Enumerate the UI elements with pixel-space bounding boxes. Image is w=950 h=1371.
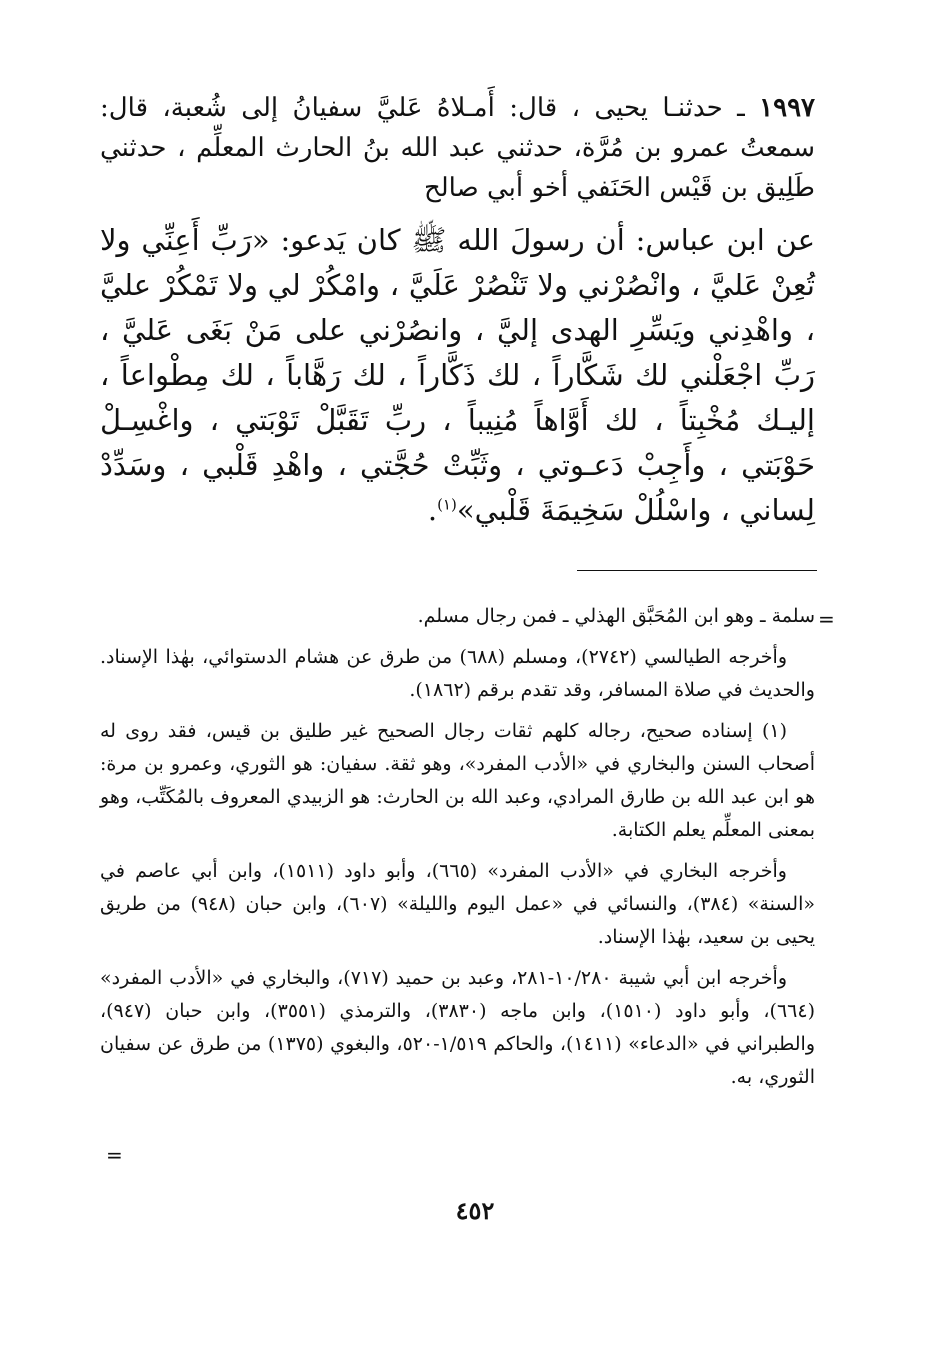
hadith-isnad xyxy=(100,88,815,208)
isnad-text: ـ حدثنـا يحيى ، قال: أَمـلاهُ عَليَّ سفيانُ إلى شُعبة، قال: سمعتُ عمرو بن مُرَّة، حدثني عبد الله بنُ الحارث المعلِّم ، حدثني طَلِيق بن قَيْس الحَنَفي أخو أبي صالح xyxy=(100,93,815,203)
matn-end-mark: . xyxy=(427,493,438,527)
footnote-takhrij-prev: وأخرجه الطيالسي (٢٧٤٢)، ومسلم (٦٨٨) من طرق عن هشام الدستوائي، بهٰذا الإسناد. والحديث في صلاة المسافر، وقد تقدم برقم (١٨٦٢). xyxy=(100,646,815,701)
hadith-number: ١٩٩٧ xyxy=(759,93,815,123)
footnote-1-takhrij-a: وأخرجه البخاري في «الأدب المفرد» (٦٦٥)، وأبو داود (١٥١١)، وابن أبي عاصم في «السنة» (٣٨٤)، والنسائي في «عمل اليوم والليلة» (٦٠٧)، وابن حبان (٩٤٨) من طريق يحيى بن سعيد، بهٰذا الإسناد. xyxy=(100,860,815,948)
footnote-reference: (١) xyxy=(437,495,457,514)
footnotes-block xyxy=(100,600,815,1102)
page-number: ٤٥٢ xyxy=(455,1196,495,1225)
footnote-separator xyxy=(577,570,817,571)
footnote-continuation-marker: = xyxy=(818,607,835,631)
hadith-matn xyxy=(100,218,815,533)
footnote-end-marker: = xyxy=(106,1143,123,1167)
matn-text: عن ابن عباس: أن رسولَ الله ﷺ كان يَدعو: «رَبِّ أَعِنِّي ولا تُعِنْ عَليَّ ، وانْصُرْني ولا تَنْصُرْ عَلَيَّ ، وامْكُرْ لي ولا تَمْكُرْ عليَّ ، واهْدِني ويَسِّرِ الهدى إليَّ ، وانصُرْني على مَنْ بَغَى عَليَّ ، رَبِّ اجْعَلْني لك شَكَّاراً ، لك ذَكَّاراً ، لك رَهَّاباً ، لك مِطْواعاً ، إليـك مُخْبِتاً ، لك أَوَّاهاً مُنِيباً ، ربِّ تَقَبَّلْ تَوْبَتي ، واغْسِـلْ حَوْبَتي ، وأَجِبْ دَعـوتي ، وثَبِّتْ حُجَّتي ، واهْدِ قَلْبي ، وسَدِّدْ لِساني ، واسْلُلْ سَخِيمَةَ قَلْبي» xyxy=(100,223,815,527)
footnote-1-takhrij-b: وأخرجه ابن أبي شيبة ١٠/٢٨٠-٢٨١، وعبد بن حميد (٧١٧)، والبخاري في «الأدب المفرد» (٦٦٤)، وأبو داود (١٥١٠)، وابن ماجه (٣٨٣٠)، والترمذي (٣٥٥١)، وابن حبان (٩٤٧)، والطبراني في «الدعاء» (١٤١١)، والحاكم ١/٥١٩-٥٢٠، والبغوي (١٣٧٥) من طرق عن سفيان الثوري، به. xyxy=(100,967,815,1088)
footnote-continuation: سلمة ـ وهو ابن المُحَبَّق الهذلي ـ فمن رجال مسلم. xyxy=(417,605,815,627)
footnote-1-isnad-grading: (١) إسناده صحيح، رجاله كلهم ثقات رجال الصحيح غير طليق بن قيس، فقد روى له أصحاب السنن والبخاري في «الأدب المفرد»، وهو ثقة. سفيان: هو الثوري، وعمرو بن مرة: هو ابن عبد الله بن طارق المرادي، وعبد الله بن الحارث: هو الزبيدي المعروف بالمُكَتِّب، وهو بمعنى المعلِّم يعلم الكتابة. xyxy=(100,720,815,841)
main-text-block xyxy=(100,88,815,533)
